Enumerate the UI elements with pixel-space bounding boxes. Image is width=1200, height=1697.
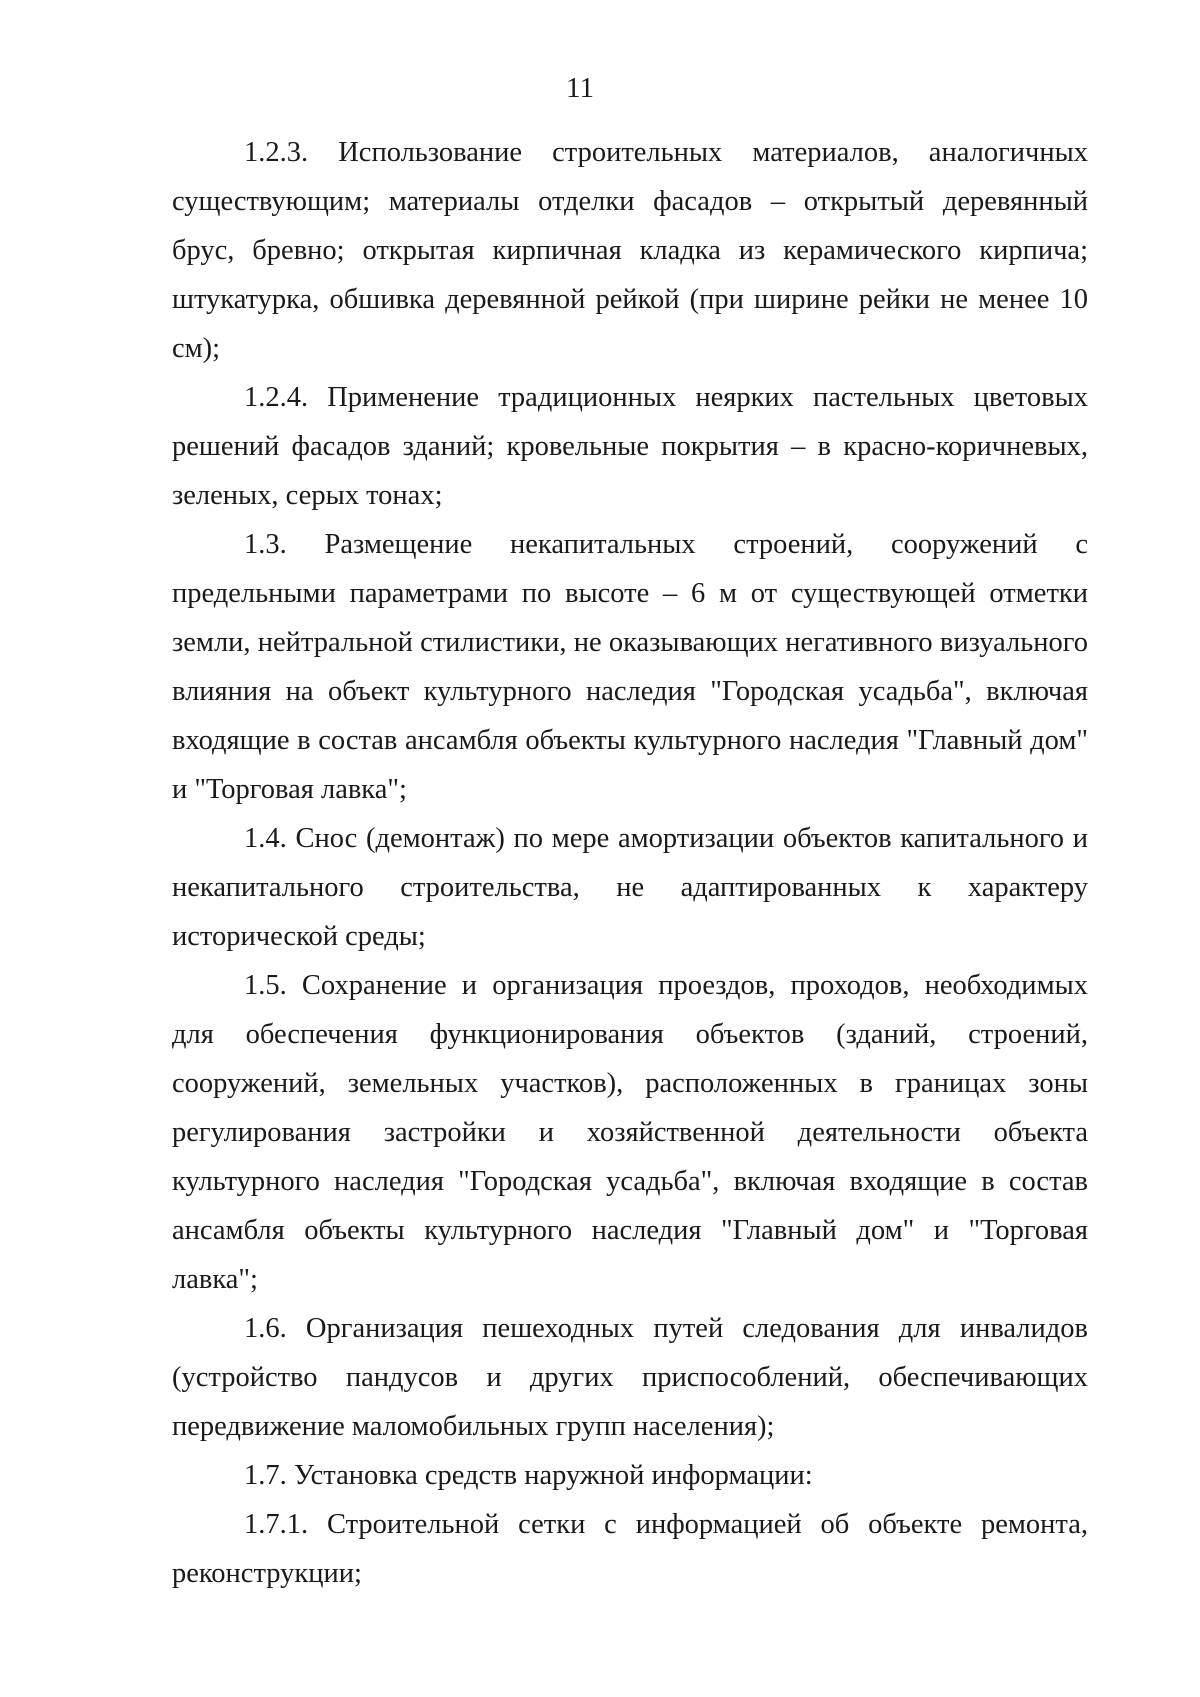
paragraph-1-4: 1.4. Снос (демонтаж) по мере амортизации объектов капитального и некапитального строительства, не адаптированных к характеру исторической среды; — [172, 823, 1088, 952]
document-body — [172, 128, 1088, 1598]
paragraph-1-2-3: 1.2.3. Использование строительных материалов, аналогичных существующим; материалы отделки фасадов – открытый деревянный брус, бревно; открытая кирпичная кладка из керамического кирпича; штукатурка, обшивка деревянной рейкой (при ширине рейки не менее 10 см); — [172, 137, 1088, 364]
page-number: 11 — [566, 72, 594, 104]
paragraph-1-2-4: 1.2.4. Применение традиционных неярких пастельных цветовых решений фасадов зданий; кровельные покрытия – в красно-коричневых, зеленых, серых тонах; — [172, 382, 1088, 511]
paragraph-1-5: 1.5. Сохранение и организация проездов, проходов, необходимых для обеспечения функционирования объектов (зданий, строений, сооружений, земельных участков), расположенных в границах зоны регулирования застройки и хозяйственной деятельности объекта культурного наследия "Городская усадьба", включая входящие в состав ансамбля объекты культурного наследия "Главный дом" и "Торговая лавка"; — [172, 970, 1088, 1295]
paragraph-1-7: 1.7. Установка средств наружной информации: — [244, 1460, 813, 1491]
paragraph-1-7-1: 1.7.1. Строительной сетки с информацией об объекте ремонта, реконструкции; — [172, 1509, 1088, 1589]
paragraph-1-6: 1.6. Организация пешеходных путей следования для инвалидов (устройство пандусов и других приспособлений, обеспечивающих передвижение маломобильных групп населения); — [172, 1313, 1088, 1442]
paragraph-1-3: 1.3. Размещение некапитальных строений, сооружений с предельными параметрами по высоте – 6 м от существующей отметки земли, нейтральной стилистики, не оказывающих негативного визуального влияния на объект культурного наследия "Городская усадьба", включая входящие в состав ансамбля объекты культурного наследия "Главный дом" и "Торговая лавка"; — [172, 529, 1088, 805]
